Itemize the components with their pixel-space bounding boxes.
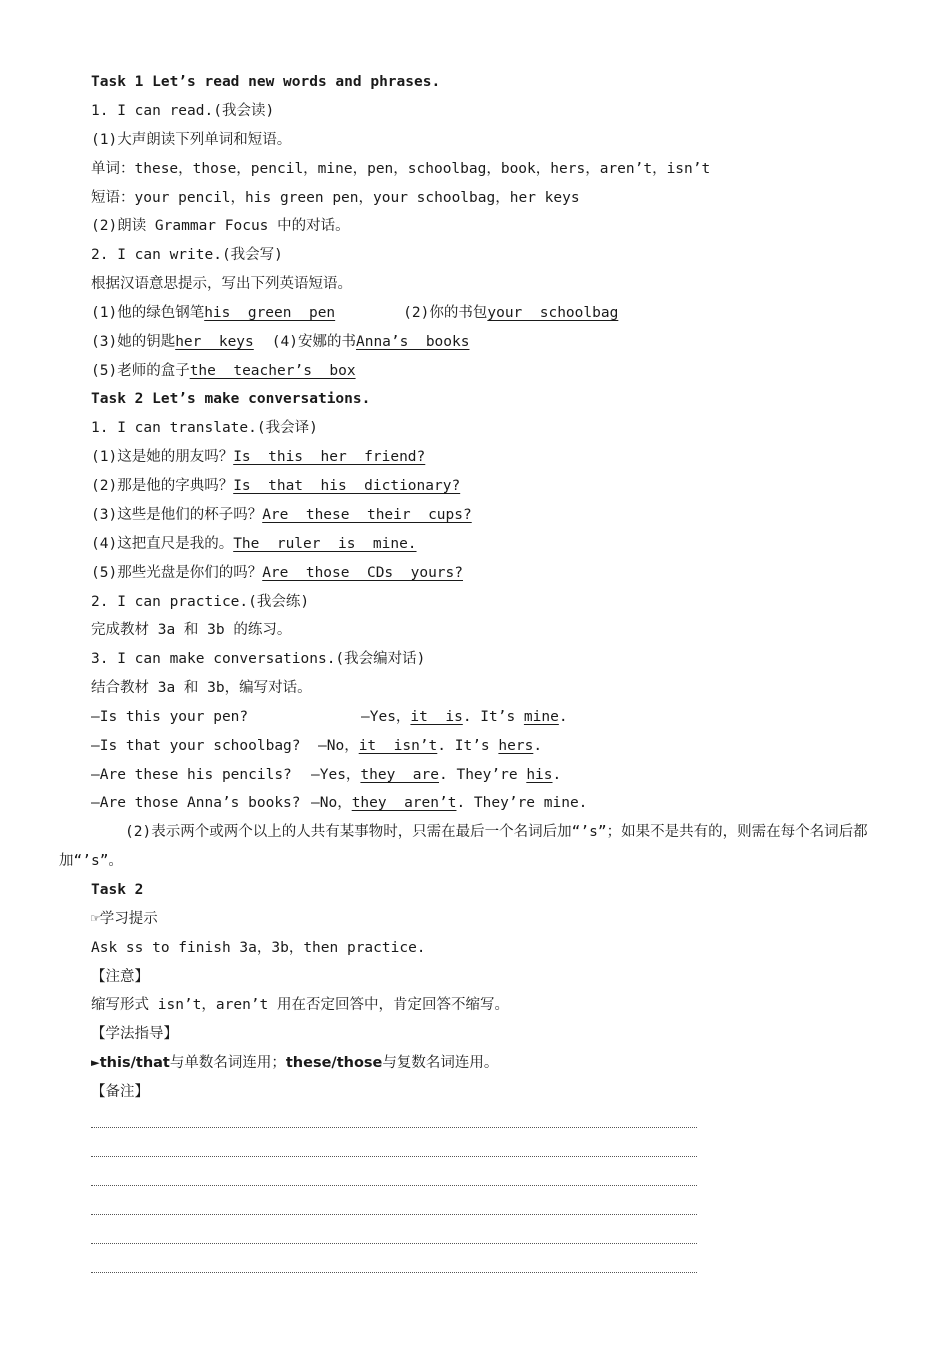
d1-answer-end: . — [558, 709, 568, 725]
guide-text-end: 与复数名词连用。 — [382, 1055, 499, 1071]
remark-line-5[interactable] — [91, 1243, 697, 1244]
task2-title: Task 2 Let’s make conversations. — [91, 391, 371, 407]
q5-prompt: (5)老师的盒子 — [91, 363, 190, 379]
q3-answer: her keys — [175, 334, 254, 350]
d2-answer-blank1: it isn’t — [358, 738, 438, 754]
remark-line-4[interactable] — [91, 1214, 697, 1215]
dialog-row-3 — [91, 765, 561, 785]
q2-prompt: (2)你的书包 — [403, 305, 488, 321]
d3-answer-mid: . They’re — [439, 767, 527, 783]
t1-answer: Is this her friend? — [233, 449, 426, 465]
d2-answer-mid: . It’s — [437, 738, 499, 754]
guide-term-plural: these/those — [285, 1055, 383, 1071]
task2-section2-title: 2. I can practice.(我会练) — [91, 594, 310, 610]
d3-answer-blank2: his — [526, 767, 553, 783]
write-row-1 — [91, 303, 618, 323]
notes-task2-title: Task 2 — [91, 882, 144, 898]
d2-answer-start: —No， — [318, 738, 359, 754]
t2-prompt: (2)那是他的字典吗？ — [91, 478, 234, 494]
t5-answer: Are those CDs yours? — [262, 565, 463, 581]
remark-line-6[interactable] — [91, 1272, 697, 1273]
d3-answer-end: . — [552, 767, 562, 783]
q1-answer: his green pen — [204, 305, 336, 321]
d4-answer-blank1: they aren’t — [351, 795, 457, 811]
task1-section1-sub2: (2)朗读 Grammar Focus 中的对话。 — [91, 218, 350, 234]
remark-title: 【备注】 — [91, 1084, 149, 1100]
q5-answer: the teacher’s box — [189, 363, 356, 379]
task2-section1-title: 1. I can translate.(我会译) — [91, 420, 318, 436]
task2-section3-instr: 结合教材 3a 和 3b，编写对话。 — [91, 680, 312, 696]
d1-question: —Is this your pen? — [91, 709, 249, 725]
q3-prompt: (3)她的钥匙 — [91, 334, 176, 350]
d4-answer-start: —No， — [311, 795, 352, 811]
write-row-2 — [91, 332, 469, 352]
dialog-row-2 — [91, 736, 542, 756]
tip-text: Ask ss to finish 3a，3b，then practice. — [91, 940, 426, 956]
remark-line-1[interactable] — [91, 1127, 697, 1128]
guide-text — [91, 1053, 498, 1073]
remark-line-2[interactable] — [91, 1156, 697, 1157]
t5-prompt: (5)那些光盘是你们的吗？ — [91, 565, 263, 581]
d1-answer-blank2: mine — [523, 709, 559, 725]
d2-answer-blank2: hers — [498, 738, 534, 754]
t2-answer: Is that his dictionary? — [233, 478, 461, 494]
t4-prompt: (4)这把直尺是我的。 — [91, 536, 234, 552]
task1-words: 单词：these，those，pencil，mine，pen，schoolbag，book，hers，aren’t，isn’t — [91, 161, 711, 177]
d3-answer-start: —Yes， — [311, 767, 361, 783]
dialog-row-1 — [91, 707, 568, 727]
t4-answer: The ruler is mine. — [233, 536, 417, 552]
d3-answer-blank1: they are — [360, 767, 439, 783]
translate-row-3 — [91, 505, 472, 525]
d3-question: —Are these his pencils? — [91, 767, 292, 783]
q2-answer: your schoolbag — [487, 305, 619, 321]
guide-title: 【学法指导】 — [91, 1026, 178, 1042]
q1-prompt: (1)他的绿色钢笔 — [91, 305, 205, 321]
guide-text-mid: 与单数名词连用； — [169, 1055, 286, 1071]
translate-row-4 — [91, 534, 417, 554]
translate-row-5 — [91, 563, 463, 583]
task2-section2-instr: 完成教材 3a 和 3b 的练习。 — [91, 622, 292, 638]
tip-title: ☞学习提示 — [91, 911, 158, 927]
task1-section1-title: 1. I can read.(我会读) — [91, 103, 275, 119]
write-row-3 — [91, 361, 356, 381]
guide-term-singular: this/that — [99, 1055, 170, 1071]
d4-answer-end: . They’re mine. — [456, 795, 588, 811]
task1-title: Task 1 Let’s read new words and phrases. — [91, 74, 441, 90]
t3-answer: Are these their cups? — [262, 507, 472, 523]
d4-question: —Are those Anna’s books? — [91, 795, 301, 811]
task1-phrases: 短语：your pencil，his green pen，your schoolbag，her keys — [91, 190, 580, 206]
task1-section2-title: 2. I can write.(我会写) — [91, 247, 283, 263]
attention-text: 缩写形式 isn’t，aren’t 用在否定回答中，肯定回答不缩写。 — [91, 997, 509, 1013]
remark-line-3[interactable] — [91, 1185, 697, 1186]
task2-section3-title: 3. I can make conversations.(我会编对话) — [91, 651, 426, 667]
d2-answer-end: . — [533, 738, 543, 754]
t3-prompt: (3)这些是他们的杯子吗？ — [91, 507, 263, 523]
d1-answer-blank1: it is — [410, 709, 463, 725]
task1-section1-sub1: (1)大声朗读下列单词和短语。 — [91, 132, 292, 148]
dialog-row-4 — [91, 793, 587, 813]
attention-title: 【注意】 — [91, 969, 149, 985]
q4-prompt: (4)安娜的书 — [271, 334, 356, 350]
d1-answer-start: —Yes， — [361, 709, 411, 725]
q4-answer: Anna’s books — [355, 334, 470, 350]
guide-bullet-icon: ► — [91, 1055, 100, 1071]
translate-row-2 — [91, 476, 460, 496]
d2-question: —Is that your schoolbag? — [91, 738, 301, 754]
d1-answer-mid: . It’s — [462, 709, 524, 725]
t1-prompt: (1)这是她的朋友吗？ — [91, 449, 234, 465]
task1-section2-instr: 根据汉语意思提示，写出下列英语短语。 — [91, 276, 352, 292]
translate-row-1 — [91, 447, 425, 467]
note-paragraph: (2)表示两个或两个以上的人共有某事物时，只需在最后一个名词后加“’s”；如果不是共有的，则需在每个名词后都加“’s”。 — [59, 824, 868, 869]
